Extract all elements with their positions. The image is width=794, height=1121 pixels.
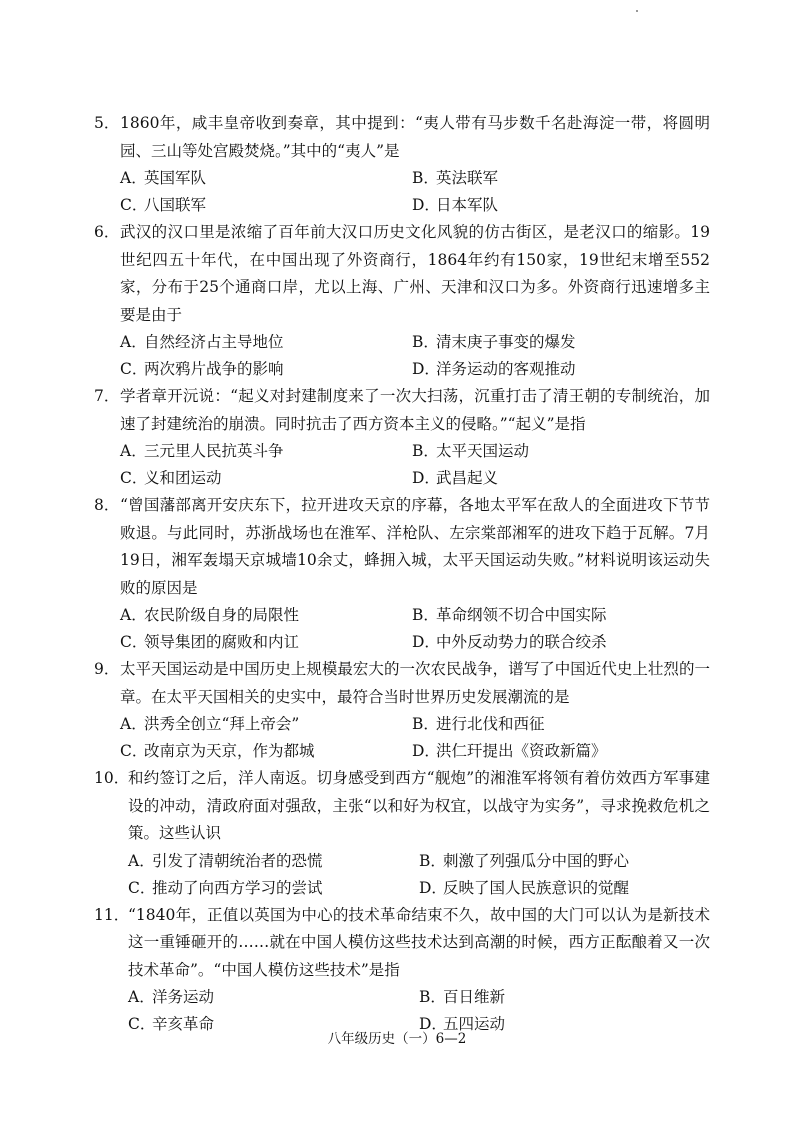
question-text: 太平天国运动是中国历史上规模最宏大的一次农民战争，谱写了中国近代史上壮烈的一章。在太平天国相关的史实中，最符合当时世界历史发展潮流的是 (120, 660, 710, 706)
question-10 (94, 765, 710, 902)
option-label: B． (412, 169, 439, 187)
option-text: 领导集团的腐败和内讧 (144, 633, 300, 651)
question-text: 和约签订之后，洋人南返。切身感受到西方“舰炮”的湘淮军将领有着仿效西方军事建设的冲动，清政府面对强敌，主张“以和好为权宜，以战守为实务”，寻求挽救危机之策。这些认识 (128, 769, 710, 842)
option-c[interactable] (120, 738, 412, 765)
option-text: 英国军队 (144, 169, 207, 187)
question-number: 8． (94, 496, 120, 514)
option-b[interactable] (412, 438, 704, 465)
option-row (94, 629, 710, 656)
option-row (94, 356, 710, 383)
option-text: 三元里人民抗英斗争 (144, 442, 284, 460)
option-row (94, 329, 710, 356)
option-text: 义和团运动 (144, 469, 222, 487)
question-stem (94, 492, 710, 602)
option-a[interactable] (128, 848, 419, 875)
option-d[interactable] (412, 629, 704, 656)
option-label: A． (120, 442, 147, 460)
question-stem (94, 902, 710, 985)
option-text: 进行北伐和西征 (436, 715, 545, 733)
option-row (94, 192, 710, 219)
option-d[interactable] (412, 738, 704, 765)
option-text: 清末庚子事变的爆发 (436, 333, 576, 351)
option-label: A． (120, 715, 147, 733)
option-b[interactable] (412, 165, 704, 192)
question-text: 武汉的汉口里是浓缩了百年前大汉口历史文化风貌的仿古街区，是老汉口的缩影。19世纪四五十年代，在中国出现了外资商行，1864年约有150家，19世纪末增至552家，分布于25个通商口岸，尤以上海、广州、天津和汉口为多。外资商行迅速增多主要是由于 (120, 223, 710, 324)
question-number: 7． (94, 387, 120, 405)
option-text: 推动了向西方学习的尝试 (152, 878, 323, 897)
option-label: A． (128, 988, 155, 1006)
option-text: 洋务运动 (152, 988, 215, 1006)
question-number: 10． (94, 769, 130, 787)
option-a[interactable] (120, 329, 412, 356)
option-c[interactable] (120, 192, 412, 219)
option-label: B． (412, 442, 439, 460)
question-number: 11． (94, 905, 130, 924)
question-text: “曾国藩部离开安庆东下，拉开进攻天京的序幕，各地太平军在敌人的全面进攻下节节败退。与此同时，苏浙战场也在淮军、洋枪队、左宗棠部湘军的进攻下趋于瓦解。7月19日，湘军轰塌天京城墙10余丈，蜂拥入城，太平天国运动失败。”材料说明该运动失败的原因是 (120, 496, 710, 597)
page-footer: 八年级历史（一）6—2 (327, 1031, 467, 1047)
option-label: A． (128, 851, 155, 870)
question-5 (94, 110, 710, 219)
option-label: C． (120, 469, 148, 487)
option-label: B． (412, 715, 439, 733)
option-label: D． (412, 633, 440, 651)
option-b[interactable] (412, 602, 704, 629)
option-label: D． (412, 469, 440, 487)
question-stem (94, 383, 710, 438)
option-label: B． (412, 333, 439, 351)
option-label: C． (120, 196, 148, 214)
option-label: D． (419, 1015, 447, 1033)
option-text: 刺激了列强瓜分中国的野心 (443, 851, 630, 870)
option-text: 八国联军 (144, 196, 207, 214)
option-c[interactable] (120, 356, 412, 383)
option-label: B． (419, 851, 446, 870)
option-text: 革命纲领不切合中国实际 (436, 606, 607, 624)
option-a[interactable] (120, 711, 412, 738)
question-text: “1840年，正值以英国为中心的技术革命结束不久，故中国的大门可以认为是新技术这一重锤砸开的……就在中国人模仿这些技术达到高潮的时候，西方正酝酿着又一次技术革命”。“中国人模仿这些技术”是指 (128, 905, 710, 979)
option-text: 百日维新 (443, 988, 506, 1006)
option-label: C． (128, 878, 156, 897)
question-text: 1860年，咸丰皇帝收到奏章，其中提到：“夷人带有马步数千名赴海淀一带，将圆明园、三山等处宫殿焚烧。”其中的“夷人”是 (120, 114, 710, 160)
option-a[interactable] (120, 165, 412, 192)
option-row (94, 165, 710, 192)
option-text: 中外反动势力的联合绞杀 (436, 633, 607, 651)
option-c[interactable] (128, 875, 419, 902)
option-b[interactable] (412, 329, 704, 356)
option-label: B． (419, 988, 446, 1006)
option-label: A． (120, 333, 147, 351)
question-list (94, 110, 710, 1038)
option-label: C． (120, 633, 148, 651)
option-text: 辛亥革命 (152, 1015, 215, 1033)
option-row (94, 711, 710, 738)
option-d[interactable] (412, 465, 704, 492)
question-11 (94, 902, 710, 1039)
option-b[interactable] (412, 711, 704, 738)
question-number: 6． (94, 223, 120, 241)
question-stem (94, 110, 710, 165)
option-row (94, 438, 710, 465)
option-label: A． (120, 606, 147, 624)
option-row (94, 848, 710, 875)
option-c[interactable] (120, 629, 412, 656)
option-row (94, 465, 710, 492)
option-text: 太平天国运动 (436, 442, 530, 460)
option-a[interactable] (128, 984, 419, 1011)
option-label: C． (120, 742, 148, 760)
option-label: D． (412, 196, 440, 214)
option-text: 农民阶级自身的局限性 (144, 606, 300, 624)
option-text: 反映了国人民族意识的觉醒 (443, 878, 630, 897)
option-a[interactable] (120, 438, 412, 465)
option-text: 引发了清朝统治者的恐慌 (152, 851, 323, 870)
option-text: 洪秀全创立“拜上帝会” (144, 715, 300, 733)
option-text: 洪仁玕提出《资政新篇》 (436, 742, 607, 760)
option-b[interactable] (419, 848, 710, 875)
option-label: D． (412, 360, 440, 378)
question-text: 学者章开沅说：“起义对封建制度来了一次大扫荡，沉重打击了清王朝的专制统治，加速了封建统治的崩溃。同时抗击了西方资本主义的侵略。”“起义”是指 (120, 387, 710, 433)
option-a[interactable] (120, 602, 412, 629)
question-stem (94, 656, 710, 711)
option-label: D． (412, 742, 440, 760)
question-7 (94, 383, 710, 492)
option-label: C． (128, 1015, 156, 1033)
option-d[interactable] (412, 192, 704, 219)
option-text: 洋务运动的客观推动 (436, 360, 576, 378)
question-9 (94, 656, 710, 765)
option-label: D． (419, 878, 447, 897)
option-row (94, 875, 710, 902)
option-text: 两次鸦片战争的影响 (144, 360, 284, 378)
option-c[interactable] (120, 465, 412, 492)
option-label: B． (412, 606, 439, 624)
question-stem (94, 765, 710, 848)
option-text: 英法联军 (436, 169, 499, 187)
option-text: 武昌起义 (436, 469, 499, 487)
option-label: C． (120, 360, 148, 378)
question-6 (94, 219, 710, 383)
option-label: A． (120, 169, 147, 187)
question-8 (94, 492, 710, 656)
option-row (94, 738, 710, 765)
option-b[interactable] (419, 984, 710, 1011)
option-text: 五四运动 (443, 1015, 506, 1033)
question-stem (94, 219, 710, 329)
option-text: 改南京为天京，作为都城 (144, 742, 315, 760)
option-text: 自然经济占主导地位 (144, 333, 284, 351)
option-d[interactable] (412, 356, 704, 383)
scan-dot (636, 10, 638, 12)
option-row (94, 602, 710, 629)
option-text: 日本军队 (436, 196, 499, 214)
option-d[interactable] (419, 875, 710, 902)
option-row (94, 984, 710, 1011)
question-number: 9． (94, 660, 120, 678)
question-number: 5． (94, 114, 120, 132)
